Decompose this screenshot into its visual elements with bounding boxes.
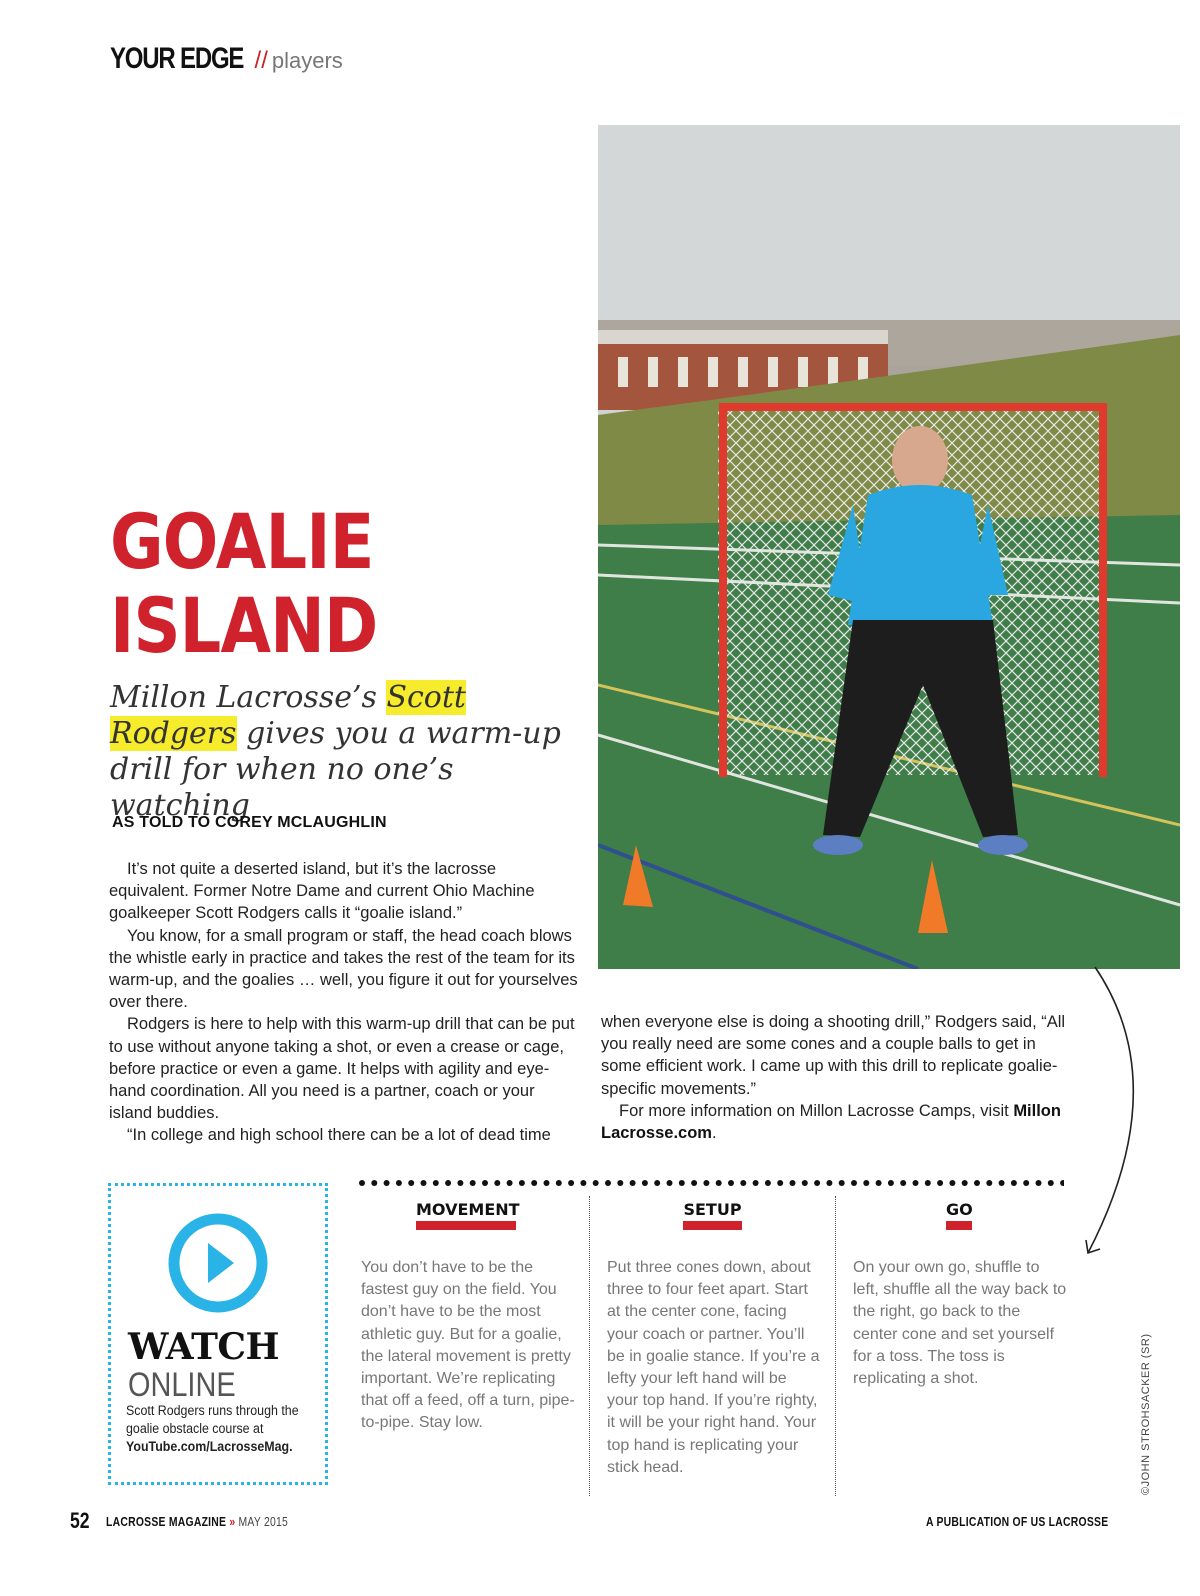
deck-text: Millon Lacrosse’s	[110, 680, 387, 715]
dotted-divider	[358, 1178, 1064, 1188]
step-heading-bar	[683, 1221, 742, 1230]
body-paragraph: when everyone else is doing a shooting drill,” Rodgers said, “All you really need are some cones and a couple balls to get in some efficient work. I came up with this drill to replicate goalie-specific movements.”	[601, 1013, 1066, 1098]
step-heading-setup	[683, 1200, 742, 1230]
body-paragraph: Rodgers is here to help with this warm-up drill that can be put to use without anyone taking a shot, or even a crease or cage, before practice or even a game. It helps with agility and eye-hand coordination. All you need is a partner, coach or your island buddies.	[109, 1015, 575, 1123]
subsection-name: players	[271, 48, 343, 73]
title-line: GOALIE	[110, 497, 374, 586]
watch-description	[126, 1402, 310, 1456]
step-heading-bar	[416, 1221, 516, 1230]
byline: AS TOLD TO COREY MCLAUGHLIN	[112, 814, 387, 831]
step-heading-go	[946, 1200, 972, 1230]
watch-subtitle: ONLINE	[128, 1366, 236, 1404]
magazine-name	[106, 1514, 288, 1529]
title-line: ISLAND	[110, 581, 378, 670]
goalie-photo-illustration	[598, 125, 1180, 969]
step-text-setup: Put three cones down, about three to four feet apart. Start at the center cone, facing your coach or partner. You’ll be in goalie stance. If you’re a lefty your left hand will be your top hand. If you’re righty, it will be your right hand. Your top hand is replicating your stick head.	[607, 1259, 820, 1476]
column-divider	[589, 1196, 590, 1496]
body-text: .	[711, 1124, 717, 1143]
publisher-line: A PUBLICATION OF US LACROSSE	[926, 1514, 1109, 1529]
body-paragraph: “In college and high school there can be a lot of dead time	[127, 1126, 551, 1145]
magazine-title: LACROSSE MAGAZINE	[106, 1514, 227, 1529]
step-heading-text: GO	[946, 1200, 973, 1219]
youtube-link[interactable]: YouTube.com/LacrosseMag.	[126, 1439, 293, 1454]
watch-title: WATCH	[128, 1326, 280, 1368]
step-text-go: On your own go, shuffle to left, shuffle all the way back to the right, go back to the center cone and set yourself for a toss. The toss is replicating a shot.	[853, 1259, 1067, 1388]
section-header	[110, 42, 343, 76]
body-column-1	[109, 858, 579, 1147]
step-heading-movement	[416, 1200, 520, 1230]
play-icon[interactable]	[168, 1213, 268, 1313]
article-deck	[110, 680, 580, 824]
step-heading-bar	[946, 1221, 972, 1230]
goalie-photo	[598, 125, 1180, 969]
deck-text: gives you a warm-up drill for when no one’s watching	[110, 716, 561, 823]
chevron-icon: »	[229, 1514, 236, 1529]
body-column-2	[601, 1011, 1071, 1144]
body-text: For more information on Millon Lacrosse Camps, visit	[619, 1101, 1014, 1120]
page-number: 52	[70, 1508, 90, 1533]
body-paragraph: You know, for a small program or staff, the head coach blows the whistle early in practice and takes the rest of the team for its warm-up, and the goalies … well, you figure it out for yourselves over there.	[109, 926, 578, 1012]
section-separator: //	[254, 47, 268, 74]
website-link[interactable]: Millon Lacrosse.com	[601, 1101, 1061, 1143]
article-title	[110, 497, 378, 670]
body-paragraph: It’s not quite a deserted island, but it’s the lacrosse equivalent. Former Notre Dame and current Ohio Machine goalkeeper Scott Rodgers calls it “goalie island.”	[109, 860, 535, 923]
issue-date: MAY 2015	[238, 1514, 289, 1529]
body-paragraph	[601, 1100, 1071, 1144]
watch-text: Scott Rodgers runs through the goalie obstacle course at	[126, 1403, 299, 1436]
step-text-movement: You don’t have to be the fastest guy on the field. You don’t have to be the most athletic guy. But for a goalie, the lateral movement is pretty important. We’re replicating that off a feed, off a turn, pipe-to-pipe. Stay low.	[361, 1259, 575, 1432]
step-heading-text: SETUP	[683, 1200, 742, 1219]
section-name: YOUR EDGE	[110, 42, 244, 75]
column-divider	[835, 1196, 836, 1496]
deck-highlight: Scott Rodgers	[110, 680, 466, 751]
step-heading-text: MOVEMENT	[416, 1200, 520, 1219]
curved-arrow-icon	[1080, 965, 1160, 1260]
photo-credit: ©JOHN STROHSACKER (SR)	[1140, 1333, 1152, 1495]
